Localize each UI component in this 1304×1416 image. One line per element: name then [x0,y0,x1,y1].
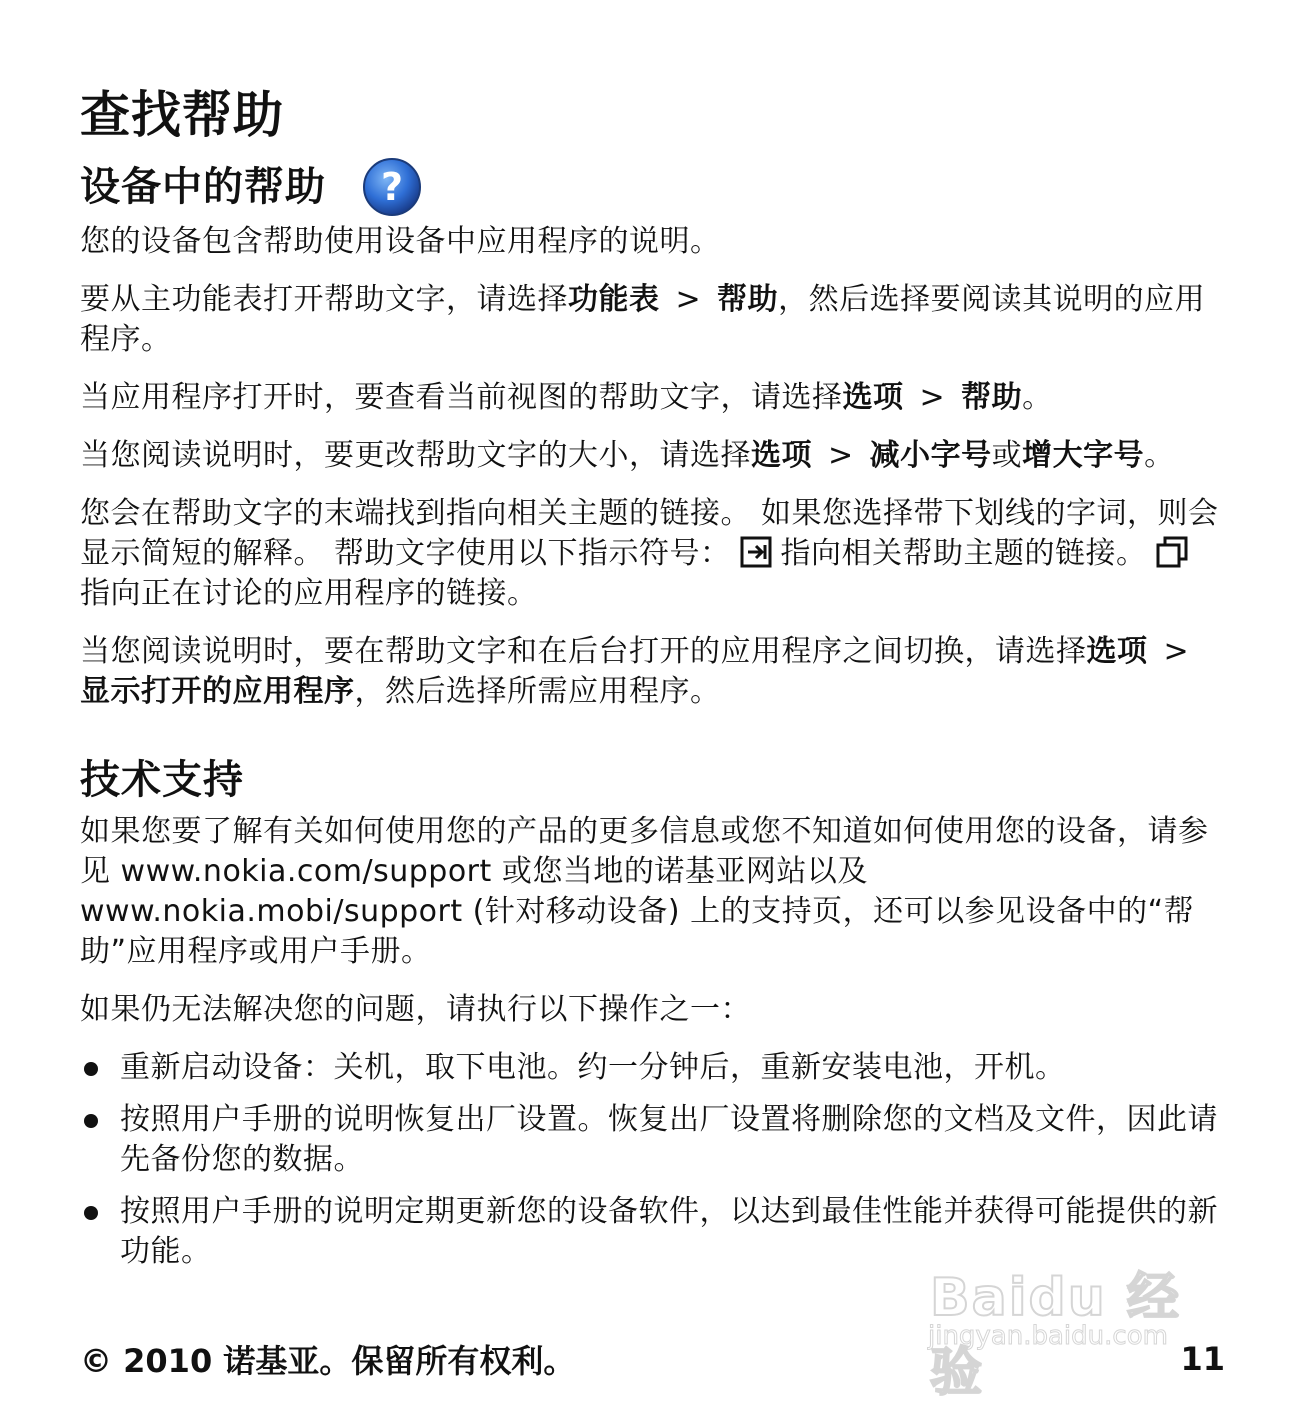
list-item: 按照用户手册的说明定期更新您的设备软件，以达到最佳性能并获得可能提供的新功能。 [80,1192,1225,1272]
help-paragraph-3: 当应用程序打开时，要查看当前视图的帮助文字，请选择选项 > 帮助。 [80,380,1053,415]
copyright-text: © 2010 诺基亚。保留所有权利。 [80,1342,576,1380]
menu-path-options: 选项 [751,438,812,473]
page-footer [80,1336,1225,1382]
bullet-icon [84,1062,98,1076]
menu-path-options: 选项 [1086,634,1148,669]
menu-path-help: 帮助 [717,282,779,317]
support-section-heading: 技术支持 [80,757,244,803]
menu-path-functions: 功能表 [568,282,660,317]
help-paragraph-4: 当您阅读说明时，要更改帮助文字的大小，请选择选项 > 减小字号或增大字号。 [80,438,1175,473]
help-paragraph-1: 您的设备包含帮助使用设备中应用程序的说明。 [80,224,721,259]
help-paragraph-2: 要从主功能表打开帮助文字，请选择功能表 > 帮助，然后选择要阅读其说明的应用程序。 [80,282,1206,357]
help-paragraph-5: 您会在帮助文字的末端找到指向相关主题的链接。 如果您选择带下划线的字词，则会显示简短的解释。 帮助文字使用以下指示符号： 指向相关帮助主题的链接。指向正在讨论的应用程序的链接。 [80,496,1219,611]
svg-text:?: ? [380,165,404,209]
help-heading-row [80,152,1225,222]
bullet-icon [84,1114,98,1128]
help-section-heading: 设备中的帮助 [80,164,326,210]
support-paragraph-1: 如果您要了解有关如何使用您的产品的更多信息或您不知道如何使用您的设备，请参见 www.nokia.com/support 或您当地的诺基亚网站以及 www.nokia.mobi/support (针对移动设备) 上的支持页，还可以参见设备中的“帮助”应用程序或用户手册。 [80,814,1209,969]
menu-path-increase-font: 增大字号 [1022,438,1145,473]
menu-path-show-open-apps: 显示打开的应用程序 [80,674,355,709]
app-windows-icon [1155,535,1189,569]
list-item: 按照用户手册的说明恢复出厂设置。恢复出厂设置将删除您的文档及文件，因此请先备份您的数据。 [80,1100,1225,1180]
help-question-icon [362,157,422,217]
help-paragraph-6: 当您阅读说明时，要在帮助文字和在后台打开的应用程序之间切换，请选择选项 >显示打开的应用程序，然后选择所需应用程序。 [80,634,1190,709]
page-title: 查找帮助 [80,86,284,144]
page-number: 11 [1180,1340,1225,1378]
menu-path-help: 帮助 [961,380,1023,415]
bullet-icon [84,1206,98,1220]
document-page [80,80,1225,1284]
support-paragraph-2: 如果仍无法解决您的问题，请执行以下操作之一： [80,992,751,1027]
list-item: 重新启动设备：关机，取下电池。约一分钟后，重新安装电池，开机。 [80,1048,1225,1088]
support-options-list [80,1048,1225,1272]
baidu-watermark: Baidu 经验 jingyan.baidu.com [928,1268,1181,1403]
menu-path-decrease-font: 减小字号 [869,438,992,473]
menu-path-options: 选项 [842,380,904,415]
link-arrow-icon [739,535,773,569]
